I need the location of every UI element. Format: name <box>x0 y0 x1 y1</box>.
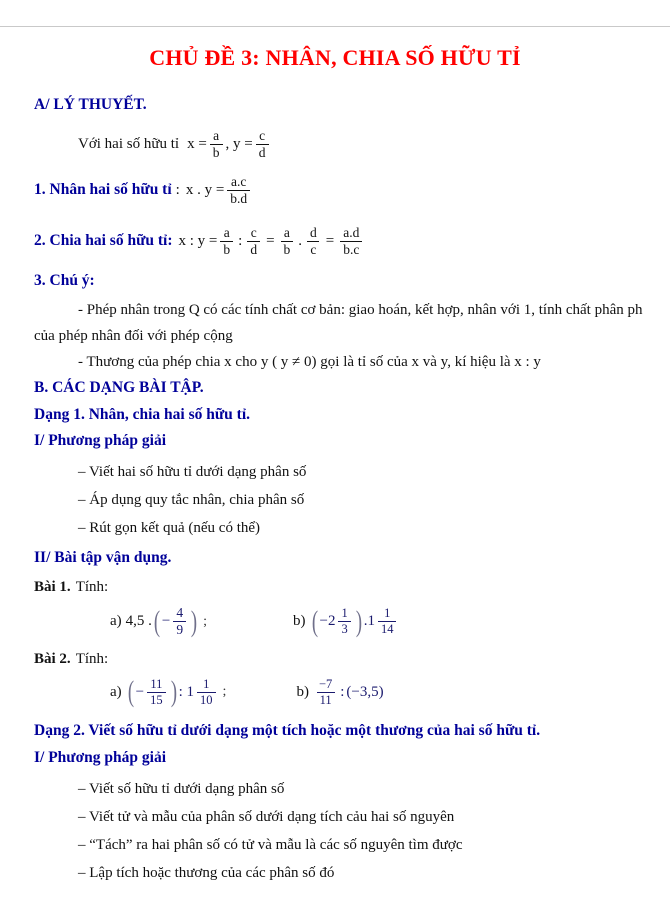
rule1-expression: x . y = $\frac{a.c}{b.d}$ <box>180 175 253 206</box>
bai1-b-fraction-1: $\frac{1}{3}$ <box>338 607 350 636</box>
rule2-equals-2: = <box>325 232 335 249</box>
bai2-a-operator: : 1 <box>178 683 195 700</box>
bai1-a-group <box>152 606 199 637</box>
theory-note-label: 3. Chú ý: <box>34 272 95 290</box>
dang2-step-4: – Lập tích hoặc thương của các phân số đó <box>78 864 335 881</box>
paren-close-icon: ) <box>191 604 198 638</box>
dang1-method-heading: I/ Phương pháp giải <box>34 432 167 450</box>
dang1-heading: Dạng 1. Nhân, chia hai số hữu tỉ. <box>34 405 251 423</box>
bai1-item-b <box>293 604 399 638</box>
dang2-step-1: – Viết số hữu tỉ dưới dạng phân số <box>78 780 285 797</box>
theory-rule-multiplication <box>0 175 670 206</box>
section-heading-exercises: B. CÁC DẠNG BÀI TẬP. <box>34 379 204 397</box>
rule1-label: 1. Nhân hai số hữu tỉ <box>34 181 172 199</box>
definition-y <box>253 129 272 160</box>
bai1-a-terminator: ; <box>203 613 208 629</box>
bai1-b-operator: .1 <box>363 613 375 630</box>
bai1-b-whole: −2 <box>319 613 336 630</box>
bai2-label: Bài 2. <box>34 650 71 667</box>
fraction-d-over-c: $\frac{d}{c}$ <box>307 226 320 257</box>
dang1-step-1: – Viết hai số hữu tỉ dưới dạng phân số <box>78 463 307 480</box>
paren-open-icon: ( <box>311 604 318 638</box>
bai2-a-fraction-1: $\frac{11}{15}$ <box>147 678 166 707</box>
rule2-equals-1: = <box>266 232 275 249</box>
dang2-method-heading: I/ Phương pháp giải <box>34 749 167 767</box>
paren-open-icon: ( <box>127 675 134 709</box>
bai1-answers-row <box>0 606 670 637</box>
fraction-c-over-d: $\frac{c}{d}$ <box>256 129 269 160</box>
section-heading-theory: A/ LÝ THUYẾT. <box>34 96 147 114</box>
bai1-a-first-factor: 4,5 . <box>125 613 152 630</box>
dang2-heading: Dạng 2. Viết số hữu tỉ dưới dạng một tích hoặc một thương của hai số hữu tỉ. <box>34 722 541 740</box>
rule2-operator-multiply: . <box>298 232 303 249</box>
dang2-step-3: – “Tách” ra hai phân số có tử và mẫu là các số nguyên tìm được <box>78 836 463 853</box>
bai1-a-tag: a) <box>110 613 122 630</box>
bai1-item-a <box>110 606 207 637</box>
bai2-b-fraction: $\frac{-7}{11}$ <box>316 678 335 707</box>
bai2-a-fraction-2: $\frac{1}{10}$ <box>197 678 216 707</box>
rule2-expression: x : y = $\frac{a}{b}$ : $\frac{c}{d}$ = $\frac{a}{b}$ . $\frac{d}{c}$ = $\frac{a.d}{b.c}$ <box>173 226 366 257</box>
bai2-b-operator: : <box>340 683 345 700</box>
paren-open-icon: ( <box>153 604 161 638</box>
bai2-a-group <box>126 675 179 709</box>
bai2-a-sign: − <box>135 683 145 700</box>
bai1-prompt: Tính: <box>75 579 109 596</box>
dang1-step-3: – Rút gọn kết quả (nếu có thể) <box>78 519 261 536</box>
fraction-ad-over-bc: $\frac{a.d}{b.c}$ <box>340 226 362 257</box>
bai2-item-b <box>296 678 383 707</box>
fraction-a-over-b-3: $\frac{a}{b}$ <box>281 226 294 257</box>
fraction-ac-over-bd: $\frac{a.c}{b.d}$ <box>227 175 250 206</box>
bai1-header <box>0 579 670 596</box>
fraction-a-over-b: $\frac{a}{b}$ <box>210 129 223 160</box>
theory-rule-division <box>0 226 670 257</box>
dang1-step-2: – Áp dụng quy tắc nhân, chia phân số <box>78 491 305 508</box>
bai1-b-tag: b) <box>293 613 306 630</box>
page-title: CHỦ ĐỀ 3: NHÂN, CHIA SỐ HỮU TỈ <box>149 45 521 70</box>
bai1-a-sign: − <box>161 613 171 630</box>
theory-note-line-3: - Thương của phép chia x cho y ( y ≠ 0) gọi là tỉ số của x và y, kí hiệu là x : y <box>78 354 541 371</box>
definition-x: x = $\frac{a}{b}$ <box>179 129 225 160</box>
paren-close-icon: ) <box>170 675 177 709</box>
theory-note-line-2: của phép nhân đối với phép cộng <box>34 328 233 345</box>
bai2-b-rest: (−3,5) <box>346 683 384 700</box>
theory-definition-line <box>0 129 670 160</box>
bai2-item-a <box>110 675 227 709</box>
dang2-step-2: – Viết tử và mẫu của phân số dưới dạng tích cảu hai số nguyên <box>78 808 455 825</box>
fraction-c-over-d-2: $\frac{c}{d}$ <box>247 226 260 257</box>
bai2-a-tag: a) <box>110 683 122 700</box>
bai2-header <box>0 651 670 668</box>
theory-note-line-1: - Phép nhân trong Q có các tính chất cơ bản: giao hoán, kết hợp, nhân với 1, tính chất phân ph <box>78 302 643 319</box>
bai1-label: Bài 1. <box>34 579 71 596</box>
dang1-practice-heading: II/ Bài tập vận dụng. <box>34 548 172 566</box>
definition-separator: , y = <box>225 135 253 152</box>
bai2-answers-row <box>0 675 670 709</box>
bai1-a-fraction: $\frac{4}{9}$ <box>173 606 186 637</box>
bai2-prompt: Tính: <box>75 650 109 667</box>
bai1-b-fraction-2: $\frac{1}{14}$ <box>378 607 397 636</box>
rule2-operator-divide: : <box>238 232 243 249</box>
document-content <box>0 27 670 882</box>
bai1-b-group <box>310 604 364 638</box>
definition-prefix: Với hai số hữu tỉ <box>78 135 180 152</box>
rule2-label: 2. Chia hai số hữu tỉ: <box>34 231 173 249</box>
rule1-colon: : <box>175 182 180 199</box>
bai2-b-tag: b) <box>296 683 309 700</box>
fraction-a-over-b-2: $\frac{a}{b}$ <box>220 226 233 257</box>
paren-close-icon: ) <box>355 604 362 638</box>
bai2-a-terminator: ; <box>222 684 227 700</box>
